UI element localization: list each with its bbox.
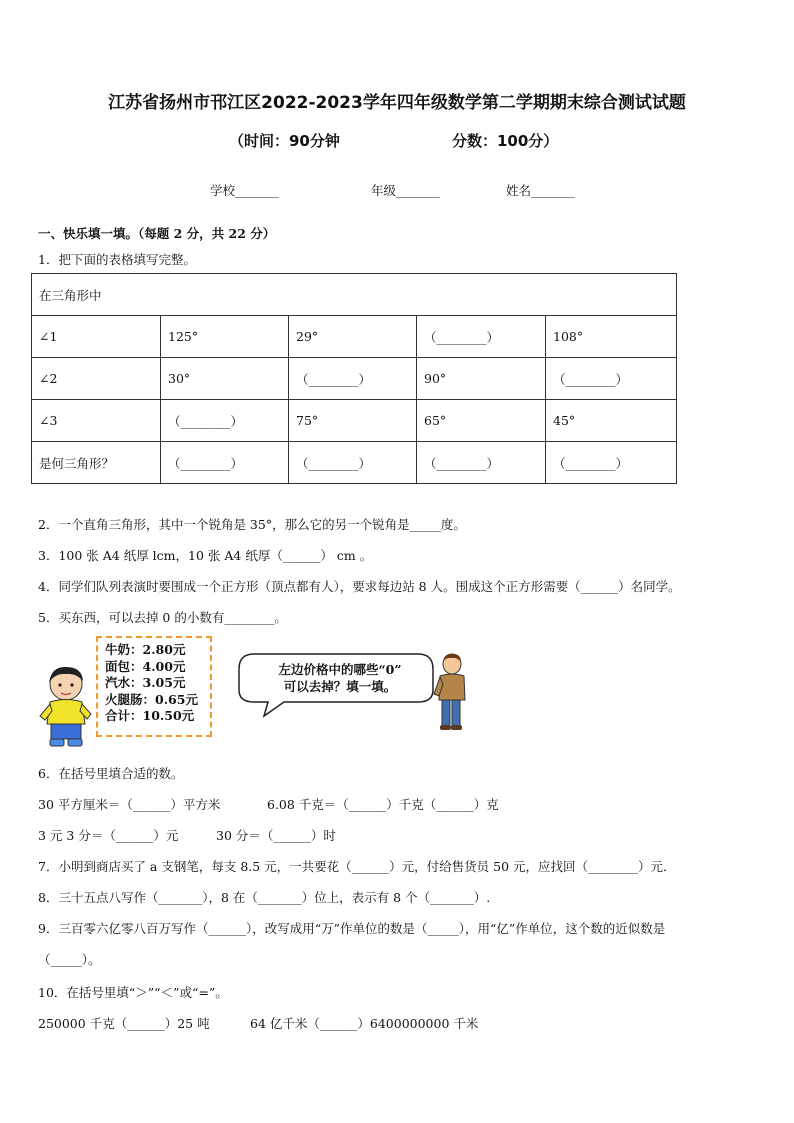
- table-cell: 29°: [289, 316, 417, 358]
- price-item: 面包：4.00元: [105, 658, 186, 674]
- table-cell: 90°: [417, 358, 546, 400]
- page-title: 江苏省扬州市邗江区2022-2023学年四年级数学第二学期期末综合测试试题: [108, 93, 686, 113]
- question-8: 8．三十五点八写作（_______），8 在（_______）位上，表示有 8 个（_______）.: [38, 890, 491, 905]
- man-illustration: [430, 652, 470, 732]
- exam-score: 分数：100分）: [452, 132, 559, 150]
- answer-cell[interactable]: （________）: [161, 400, 289, 442]
- question-6-line-2b: 30 分＝（______）时: [216, 828, 336, 843]
- question-1: 1．把下面的表格填写完整。: [38, 252, 196, 267]
- question-10-a: 250000 千克（______）25 吨: [38, 1016, 210, 1031]
- table-cell: 是何三角形？: [32, 442, 161, 484]
- table-caption: 在三角形中: [32, 274, 677, 316]
- section-heading: 一、快乐填一填。（每题 2 分，共 22 分）: [38, 226, 276, 241]
- exam-time: （时间：90分钟: [229, 132, 340, 150]
- table-cell: 30°: [161, 358, 289, 400]
- question-7: 7．小明到商店买了 a 支钢笔，每支 8.5 元，一共要花（______）元，付给售货员 50 元，应找回（________）元．: [38, 859, 676, 874]
- price-item: 牛奶：2.80元: [105, 642, 186, 657]
- question-5: 5．买东西，可以去掉 0 的小数有________。: [38, 610, 287, 625]
- table-cell: 125°: [161, 316, 289, 358]
- price-item: 合计：10.50元: [105, 708, 195, 723]
- price-item: 汽水：3.05元: [105, 675, 186, 690]
- question-3: 3．100 张 A4 纸厚 lcm，10 张 A4 纸厚（______） cm 。: [38, 548, 373, 563]
- question-6: 6．在括号里填合适的数。: [38, 766, 184, 781]
- name-field[interactable]: 姓名_______: [506, 183, 575, 198]
- school-field[interactable]: 学校_______: [210, 183, 279, 198]
- table-row: [32, 400, 677, 442]
- answer-cell[interactable]: （________）: [289, 442, 417, 484]
- bubble-text: [250, 661, 430, 695]
- table-cell: 108°: [546, 316, 677, 358]
- table-cell: 65°: [417, 400, 546, 442]
- bubble-line: 可以去掉？填一填。: [283, 679, 397, 694]
- table-cell: 45°: [546, 400, 677, 442]
- question-10: 10．在括号里填“＞”“＜”或“=”。: [38, 985, 228, 1000]
- question-6-line-1a: 30 平方厘米＝（______）平方米: [38, 797, 221, 812]
- table-row: [32, 358, 677, 400]
- grade-field[interactable]: 年级_______: [371, 183, 440, 198]
- table-cell: ∠3: [32, 400, 161, 442]
- question-6-line-2a: 3 元 3 分＝（______）元: [38, 828, 179, 843]
- bubble-line: 左边价格中的哪些“0”: [278, 662, 402, 677]
- answer-cell[interactable]: （________）: [417, 442, 546, 484]
- angle-table: [31, 273, 677, 484]
- question-6-line-1b: 6.08 千克＝（______）千克（______）克: [267, 797, 499, 812]
- answer-cell[interactable]: （________）: [289, 358, 417, 400]
- boy-illustration: [36, 664, 94, 750]
- table-cell: ∠2: [32, 358, 161, 400]
- question-9: 9．三百零六亿零八百万写作（______），改写成用“万”作单位的数是（_____），用“亿”作单位，这个数的近似数是: [38, 921, 666, 936]
- question-10-b: 64 亿千米（______）6400000000 千米: [250, 1016, 479, 1031]
- question-9-cont: （_____）。: [38, 952, 101, 967]
- price-list: [96, 636, 212, 737]
- table-row: [32, 442, 677, 484]
- price-item: 火腿肠：0.65元: [105, 691, 198, 707]
- answer-cell[interactable]: （________）: [546, 358, 677, 400]
- question-2: 2．一个直角三角形，其中一个锐角是 35°，那么它的另一个锐角是_____度。: [38, 517, 466, 532]
- answer-cell[interactable]: （________）: [546, 442, 677, 484]
- table-cell: 75°: [289, 400, 417, 442]
- table-row: [32, 274, 677, 316]
- table-cell: ∠1: [32, 316, 161, 358]
- question-4: 4．同学们队列表演时要围成一个正方形（顶点都有人），要求每边站 8 人。围成这个正方形需要（______）名同学。: [38, 579, 681, 594]
- answer-cell[interactable]: （________）: [161, 442, 289, 484]
- table-row: [32, 316, 677, 358]
- answer-cell[interactable]: （________）: [417, 316, 546, 358]
